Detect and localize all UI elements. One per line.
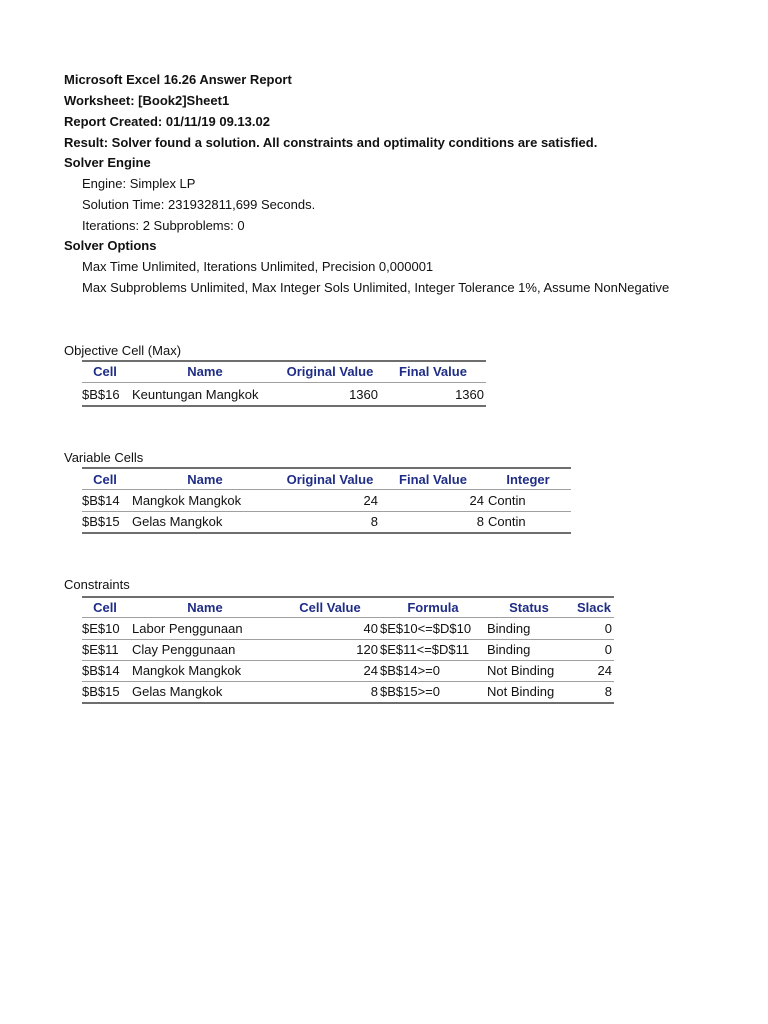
- objective-bottom-rule: [82, 405, 486, 407]
- objective-header-original: Original Value: [286, 364, 374, 379]
- variables-row-rule: [82, 511, 571, 512]
- constraints-header-value: Cell Value: [299, 600, 361, 615]
- constraints-row-cell: $B$15: [82, 684, 120, 699]
- variables-header-integer: Integer: [506, 472, 550, 487]
- variables-header-cell: Cell: [93, 472, 117, 487]
- constraints-row-formula: $B$15>=0: [380, 684, 441, 699]
- objective-top-rule: [82, 360, 486, 362]
- constraints-header-rule: [82, 617, 614, 618]
- variables-row-final: 8: [476, 514, 484, 529]
- variables-top-rule: [82, 467, 571, 469]
- constraints-row-status: Not Binding: [487, 684, 555, 699]
- variables-section-title: Variable Cells: [64, 450, 144, 465]
- constraints-header-cell: Cell: [93, 600, 117, 615]
- constraints-header-slack: Slack: [577, 600, 611, 615]
- variables-row-cell: $B$15: [82, 514, 120, 529]
- objective-row-cell: $B$16: [82, 387, 120, 402]
- constraints-row-value: 120: [356, 642, 378, 657]
- constraints-top-rule: [82, 596, 614, 598]
- constraints-row-value: 40: [363, 621, 378, 636]
- report-created: Report Created: 01/11/19 09.13.02: [64, 114, 270, 129]
- variables-row-cell: $B$14: [82, 493, 120, 508]
- solver-options-heading: Solver Options: [64, 238, 157, 253]
- constraints-row-name: Gelas Mangkok: [132, 684, 223, 699]
- iterations-line: Iterations: 2 Subproblems: 0: [82, 218, 245, 233]
- report-result: Result: Solver found a solution. All constraints and optimality conditions are satisfied.: [64, 135, 598, 150]
- variables-row-integer: Contin: [488, 493, 526, 508]
- objective-row-final: 1360: [455, 387, 484, 402]
- variables-row-name: Gelas Mangkok: [132, 514, 223, 529]
- constraints-row-rule: [82, 639, 614, 640]
- objective-row-name: Keuntungan Mangkok: [132, 387, 259, 402]
- constraints-section-title: Constraints: [64, 577, 130, 592]
- constraints-header-name: Name: [187, 600, 223, 615]
- constraints-row-slack: 0: [604, 621, 612, 636]
- constraints-row-formula: $B$14>=0: [380, 663, 441, 678]
- solution-time-line: Solution Time: 231932811,699 Seconds.: [82, 197, 316, 212]
- variables-row-integer: Contin: [488, 514, 526, 529]
- constraints-header-formula: Formula: [407, 600, 459, 615]
- report-worksheet: Worksheet: [Book2]Sheet1: [64, 93, 230, 108]
- variables-header-final: Final Value: [399, 472, 467, 487]
- constraints-row-name: Clay Penggunaan: [132, 642, 236, 657]
- variables-row-original: 24: [363, 493, 378, 508]
- objective-header-rule: [82, 382, 486, 383]
- constraints-row-slack: 24: [597, 663, 612, 678]
- objective-section-title: Objective Cell (Max): [64, 343, 182, 358]
- constraints-row-value: 24: [363, 663, 378, 678]
- objective-header-cell: Cell: [93, 364, 117, 379]
- constraints-row-name: Mangkok Mangkok: [132, 663, 242, 678]
- constraints-row-cell: $E$10: [82, 621, 120, 636]
- engine-line: Engine: Simplex LP: [82, 176, 196, 191]
- constraints-row-rule: [82, 681, 614, 682]
- variables-row-final: 24: [469, 493, 484, 508]
- constraints-row-status: Not Binding: [487, 663, 555, 678]
- constraints-row-status: Binding: [487, 621, 531, 636]
- variables-header-name: Name: [187, 472, 223, 487]
- constraints-row-cell: $E$11: [82, 642, 119, 657]
- constraints-row-status: Binding: [487, 642, 531, 657]
- constraints-row-rule: [82, 660, 614, 661]
- constraints-row-value: 8: [370, 684, 378, 699]
- variables-bottom-rule: [82, 532, 571, 534]
- constraints-row-formula: $E$11<=$D$11: [380, 642, 470, 657]
- solver-engine-heading: Solver Engine: [64, 155, 151, 170]
- report-title: Microsoft Excel 16.26 Answer Report: [64, 72, 292, 87]
- variables-row-name: Mangkok Mangkok: [132, 493, 242, 508]
- constraints-bottom-rule: [82, 702, 614, 704]
- constraints-row-slack: 0: [604, 642, 612, 657]
- objective-header-final: Final Value: [399, 364, 467, 379]
- constraints-header-status: Status: [509, 600, 549, 615]
- constraints-row-cell: $B$14: [82, 663, 120, 678]
- variables-row-original: 8: [370, 514, 378, 529]
- objective-header-name: Name: [187, 364, 223, 379]
- options-line-1: Max Time Unlimited, Iterations Unlimited, Precision 0,000001: [82, 259, 434, 274]
- options-line-2: Max Subproblems Unlimited, Max Integer Sols Unlimited, Integer Tolerance 1%, Assume NonNegative: [82, 280, 670, 295]
- constraints-row-slack: 8: [604, 684, 612, 699]
- variables-header-rule: [82, 489, 571, 490]
- constraints-row-formula: $E$10<=$D$10: [380, 621, 472, 636]
- objective-row-original: 1360: [349, 387, 378, 402]
- variables-header-original: Original Value: [286, 472, 374, 487]
- constraints-row-name: Labor Penggunaan: [132, 621, 243, 636]
